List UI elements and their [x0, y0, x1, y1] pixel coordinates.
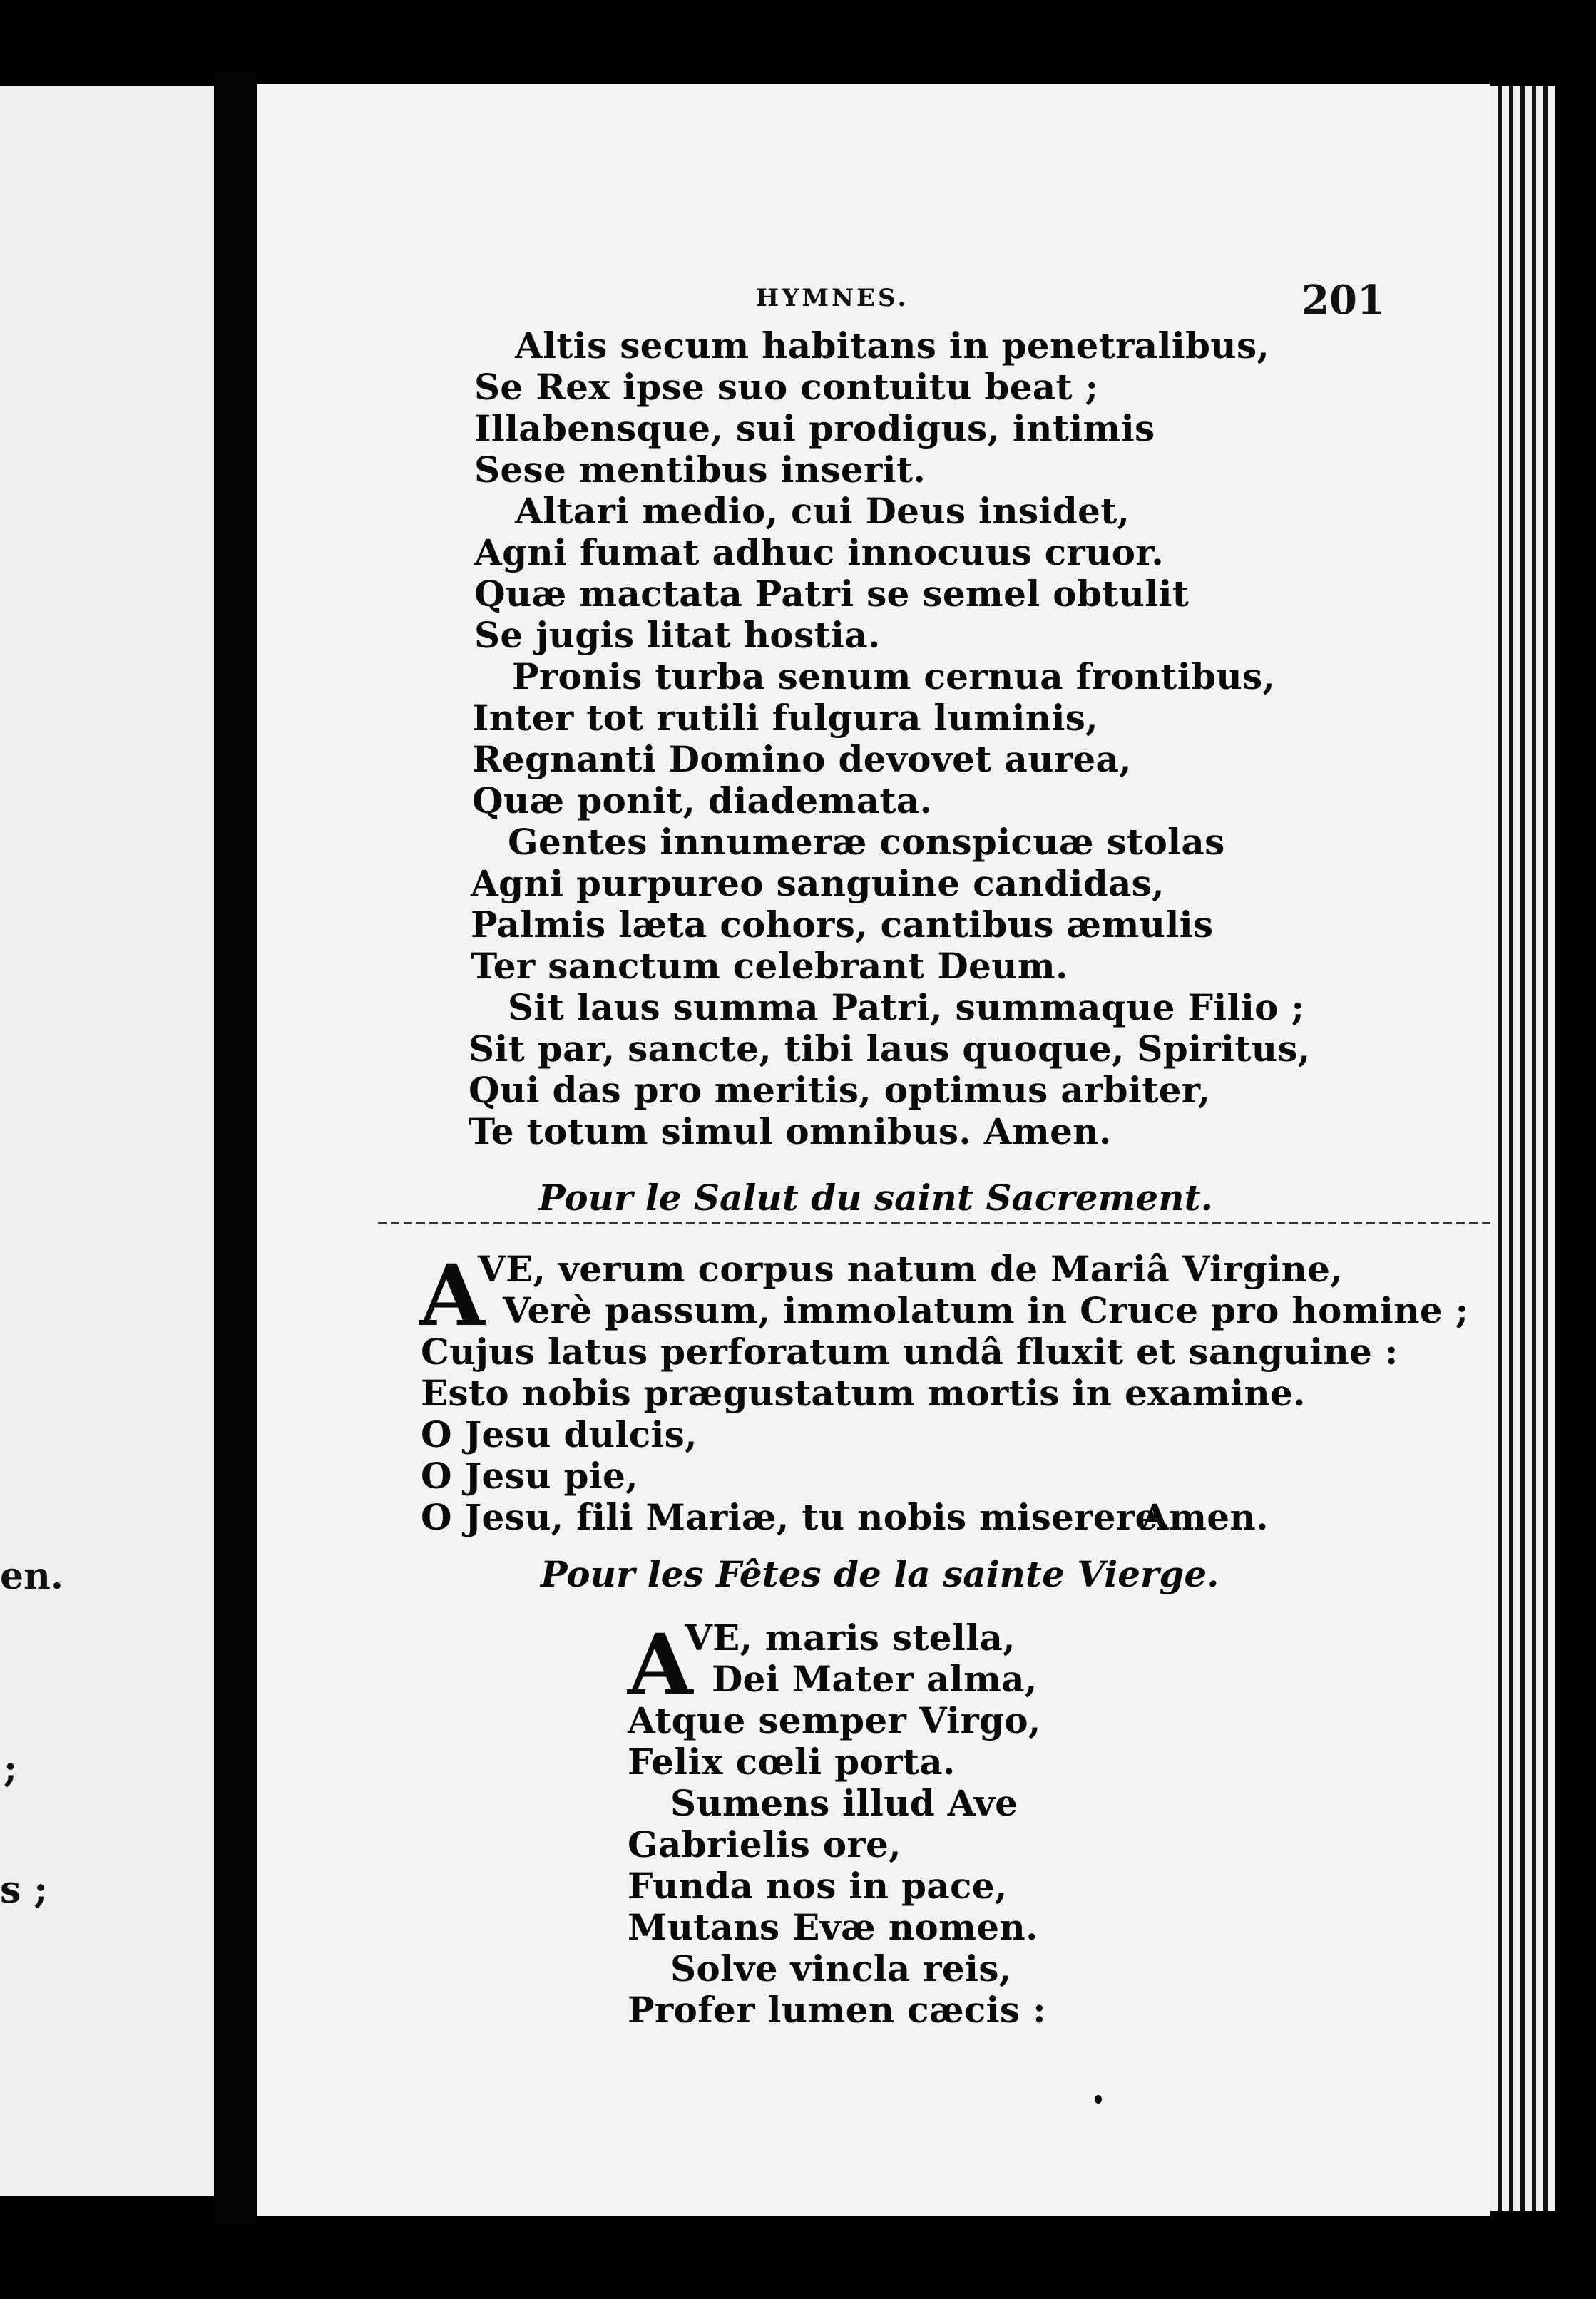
verse-line: Esto nobis prægustatum mortis in examine.: [421, 1372, 1306, 1414]
verse-line: Sese mentibus inserit.: [474, 449, 926, 491]
verse-line: Amen.: [1141, 1496, 1269, 1538]
verse-line: Ter sanctum celebrant Deum.: [471, 945, 1068, 987]
verse-line: Illabensque, sui prodigus, intimis: [474, 407, 1155, 449]
verse-line: Atque semper Virgo,: [628, 1699, 1041, 1741]
verse-line: Regnanti Domino devovet aurea,: [472, 738, 1132, 780]
drop-cap: A: [628, 1615, 693, 1714]
verse-line: Gabrielis ore,: [628, 1823, 901, 1865]
verse-line: Verè passum, immolatum in Cruce pro homine ;: [503, 1289, 1469, 1331]
section-heading: Pour les Fêtes de la sainte Vierge.: [541, 1553, 1219, 1595]
left-page-fragment: en.: [0, 1555, 63, 1598]
verse-line: Sit par, sancte, tibi laus quoque, Spiritus,: [469, 1028, 1311, 1070]
verse-line: Quæ mactata Patri se semel obtulit: [474, 573, 1190, 615]
verse-line: Mutans Evæ nomen.: [628, 1906, 1038, 1948]
verse-line: Funda nos in pace,: [628, 1865, 1008, 1907]
divider: [378, 1222, 1490, 1224]
page-edges: [1490, 86, 1555, 2211]
verse-line: Cujus latus perforatum undâ fluxit et sanguine :: [421, 1331, 1398, 1373]
left-page-fragment: s ;: [0, 1868, 48, 1912]
verse-line: Felix cœli porta.: [628, 1741, 956, 1783]
verse-line: Sumens illud Ave: [670, 1782, 1018, 1824]
verse-line: Agni purpureo sanguine candidas,: [471, 862, 1165, 904]
book-page: [257, 84, 1490, 2216]
drop-cap: A: [419, 1246, 485, 1345]
verse-line: Agni fumat adhuc innocuus cruor.: [474, 531, 1165, 573]
page-number: 201: [1301, 277, 1385, 324]
verse-line: Gentes innumeræ conspicuæ stolas: [508, 821, 1225, 863]
verse-line: Profer lumen cæcis :: [628, 1989, 1046, 2031]
verse-line: Solve vincla reis,: [670, 1947, 1012, 1990]
section-heading: Pour le Salut du saint Sacrement.: [538, 1177, 1214, 1219]
verse-line: Altari medio, cui Deus insidet,: [515, 490, 1130, 532]
verse-line: Palmis læta cohors, cantibus æmulis: [471, 903, 1214, 946]
verse-line: Dei Mater alma,: [712, 1658, 1038, 1700]
verse-line: Te totum simul omnibus. Amen.: [469, 1110, 1112, 1152]
verse-line: Sit laus summa Patri, summaque Filio ;: [508, 986, 1305, 1028]
verse-line: O Jesu pie,: [421, 1455, 638, 1497]
ink-speck: [1095, 2095, 1102, 2104]
verse-line: O Jesu, fili Mariæ, tu nobis miserere.: [421, 1496, 1171, 1538]
left-page-fragment: ;: [4, 1747, 18, 1791]
verse-line: O Jesu dulcis,: [421, 1413, 697, 1455]
verse-line: VE, verum corpus natum de Mariâ Virgine,: [478, 1248, 1343, 1290]
verse-line: Inter tot rutili fulgura luminis,: [472, 697, 1098, 739]
book-gutter: [214, 71, 257, 2225]
running-head: HYMNES.: [756, 284, 909, 312]
verse-line: VE, maris stella,: [685, 1617, 1016, 1659]
verse-line: Quæ ponit, diademata.: [472, 779, 933, 821]
left-facing-page: [0, 86, 214, 2196]
verse-line: Se Rex ipse suo contuitu beat ;: [474, 366, 1099, 408]
verse-line: Qui das pro meritis, optimus arbiter,: [469, 1069, 1211, 1111]
verse-line: Pronis turba senum cernua frontibus,: [512, 655, 1276, 697]
verse-line: Se jugis litat hostia.: [474, 614, 881, 656]
verse-line: Altis secum habitans in penetralibus,: [515, 324, 1270, 367]
